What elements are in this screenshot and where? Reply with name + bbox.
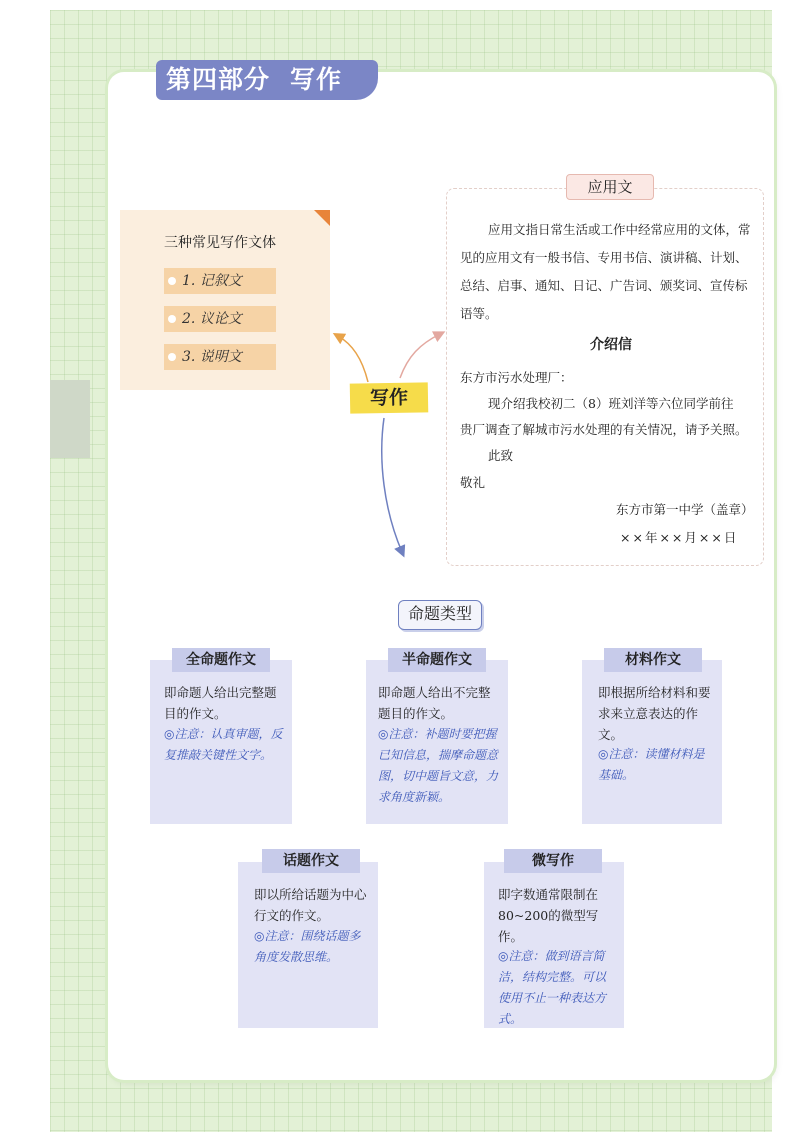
type-description: 即根据所给材料和要求来立意表达的作文。: [598, 685, 711, 742]
center-topic-label: 写作: [350, 382, 429, 413]
type-tip: ◎注意：做到语言简洁，结构完整。可以使用不止一种表达方式。: [498, 949, 607, 1026]
letter-body-line: 贵厂调查了解城市污水处理的有关情况，请予关照。: [460, 422, 748, 437]
letter-greeting: 东方市污水处理厂：: [460, 370, 573, 385]
type-description: 即字数通常限制在80~200的微型写作。: [498, 887, 599, 944]
arrow-to-applied: [400, 334, 440, 378]
letter-body-line: 现介绍我校初二（8）班刘洋等六位同学前往: [488, 396, 734, 411]
letter-date: ××年××月××日: [620, 530, 739, 545]
arrow-to-types: [382, 418, 402, 552]
type-title: 材料作文: [604, 648, 702, 672]
arrow-to-genres: [338, 336, 368, 382]
type-title: 话题作文: [262, 849, 360, 873]
genre-title: 三种常见写作文体: [164, 235, 276, 251]
section-topic: 写作: [290, 65, 343, 94]
type-description: 即命题人给出完整题目的作文。: [164, 685, 277, 721]
applied-writing-tag: 应用文: [566, 174, 654, 200]
type-description: 即命题人给出不完整题目的作文。: [378, 685, 491, 721]
genre-item-label: 2. 议论文: [182, 311, 242, 327]
letter-title: 介绍信: [590, 337, 632, 353]
section-part: 第四部分: [166, 65, 271, 94]
letter-closing: 敬礼: [460, 475, 486, 490]
type-tip: ◎注意：读懂材料是基础。: [598, 747, 705, 782]
type-title: 半命题作文: [388, 648, 486, 672]
genre-item-label: 1. 记叙文: [182, 273, 242, 289]
type-description: 即以所给话题为中心行文的作文。: [254, 887, 367, 923]
type-title: 微写作: [504, 849, 602, 873]
letter-sender: 东方市第一中学（盖章）: [616, 502, 754, 517]
applied-writing-description: 应用文指日常生活或工作中经常应用的文体，常见的应用文有一般书信、专用书信、演讲稿、计划、总结、启事、通知、日记、广告词、颁奖词、宣传标语等。: [460, 222, 751, 321]
type-tip: ◎注意：认真审题，反复推敲关键性文字。: [164, 727, 283, 762]
genre-item-label: 3. 说明文: [182, 349, 242, 365]
letter-closing: 此致: [488, 448, 514, 463]
type-tip: ◎注意：补题时要把握已知信息，揣摩命题意图，切中题旨文意，力求角度新颖。: [378, 727, 499, 804]
composition-types-tag: 命题类型: [398, 600, 482, 630]
type-tip: ◎注意：围绕话题多角度发散思维。: [254, 929, 361, 964]
type-title: 全命题作文: [172, 648, 270, 672]
